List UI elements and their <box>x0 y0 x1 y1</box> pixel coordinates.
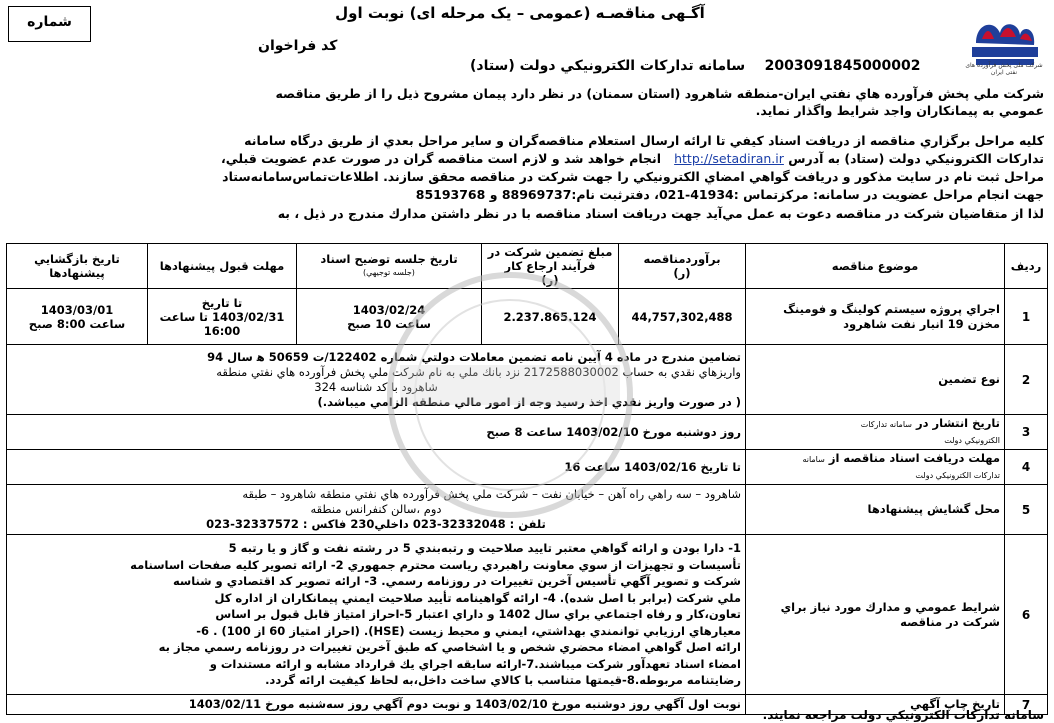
row-1-opening-date: 1403/03/01 <box>40 302 114 317</box>
row-1-meeting <box>297 289 482 345</box>
row-7-num: 7 <box>1005 695 1048 715</box>
setad-label: سامانه تداركات الكترونيكي دولت (ستاد) <box>470 58 746 74</box>
col-meeting <box>297 244 482 289</box>
col-deadline: مهلت قبول پيشنهادها <box>148 244 297 289</box>
setad-link[interactable]: http://setadiran.ir <box>674 151 784 166</box>
procedure-line-1: كليه مراحل برگزاري مناقصه از دريافت اسناد كيفي تا ارائه ارسال استعلام مناقصه‌گران و ساير مراحل بعدي از طريق درگاه سامانه <box>244 133 1044 148</box>
row-1-opening <box>7 289 148 345</box>
row-3-num: 3 <box>1005 415 1048 450</box>
row-5-num: 5 <box>1005 485 1048 535</box>
row-3-value: روز دوشنبه مورخ 1403/02/10 ساعت 8 صبح <box>7 415 746 450</box>
col-subject: موضوع مناقصه <box>746 244 1005 289</box>
row-2-text-4: ( در صورت واريز نقدي اخذ رسيد وجه از امور مالي منطقه الزامي ميباشد.) <box>317 394 741 409</box>
number-box <box>8 6 91 42</box>
row-1-opening-time: ساعت 8:00 صبح <box>28 316 126 331</box>
row-4-num: 4 <box>1005 450 1048 485</box>
table-row <box>7 289 1048 345</box>
row-1-subject: اجراي پروژه سيستم كولينگ و فومينگ مخزن 19 انبار نفت شاهرود <box>746 289 1005 345</box>
table-row <box>7 345 1048 415</box>
row-1-guarantee: 2.237.865.124 <box>482 289 619 345</box>
procedure-line-2 <box>4 151 1044 167</box>
row-5-text-2: دوم ،سالن كنفرانس منطقه <box>310 502 442 516</box>
table-row <box>7 450 1048 485</box>
row-7-value: نوبت اول آگهي روز دوشنبه مورخ 1403/02/10 و نوبت دوم آگهي روز سه‌شنبه مورخ 1403/02/11 <box>7 695 746 715</box>
row-4-label-2: سامانه <box>802 455 825 464</box>
row-2-text-1: تضامين مندرج در ماده 4 آيين نامه تضمين معاملات دولتي شماره 122402/ت 50659 ﻫ سال 94 <box>207 349 741 364</box>
row-1-estimate: 44,757,302,488 <box>619 289 746 345</box>
intro-line-2: عمومي به پيمانكاران واجد شرايط واگذار نمايد. <box>755 103 1044 118</box>
row-6-line: امضاء اسناد تعهدآور شركت ميباشند.7-ارائه سابقه اجراي يك قرارداد مشابه و ارائه مستندات و <box>209 656 741 671</box>
tender-table <box>6 243 1048 715</box>
row-1-meeting-date: 1403/02/24 <box>352 302 426 317</box>
row-3-label-1: تاريخ انتشار در <box>916 416 1000 430</box>
row-6-line: معيارهاي ارزيابي توانمندي بهداشتي، ايمني و محيط زيست (HSE). (احراز امتياز 60 از 100) . 6- <box>196 623 741 638</box>
col-estimate-unit: (ر) <box>673 266 691 280</box>
row-3-label <box>746 415 1005 450</box>
table-header-row <box>7 244 1048 289</box>
row-7-label: تاريخ چاپ آگهي <box>746 695 1005 715</box>
row-1-deadline-1: تا تاريخ <box>201 295 243 310</box>
row-6-detail <box>7 535 746 695</box>
footer-text: سامانه تداركات الكترونيكي دولت مراجعه نمايند. <box>762 708 1044 722</box>
row-2-num: 2 <box>1005 345 1048 415</box>
row-2-text-2: واريزهاي نقدي به حساب 2172588030002 نزد بانك ملي به نام شركت ملي پخش فرآورده هاي نفتي منطقه <box>216 364 741 379</box>
page-title: آگـهی مناقصـه (عمومی – یک مرحله ای) نوبت اول <box>335 4 705 22</box>
row-3-label-2: سامانه تداركات <box>860 420 912 429</box>
call-code-label: کد فراخوان <box>258 38 338 54</box>
col-estimate <box>619 244 746 289</box>
row-2-detail <box>7 345 746 415</box>
row-6-line: تأسيسات و تجهيزات از سوي معاونت راهبردي رياست محترم جمهوري 2- ارائه تصوير كليه صفحات اساسنامه <box>130 557 741 572</box>
row-1-num: 1 <box>1005 289 1048 345</box>
row-5-detail <box>7 485 746 535</box>
col-opening: تاريخ بازگشايي پيشنهادها <box>7 244 148 289</box>
logo-caption: شرکت ملی پخش فرآورده های نفتی ایران <box>965 62 1043 76</box>
row-5-label: محل گشايش پيشنهادها <box>746 485 1005 535</box>
row-4-label <box>746 450 1005 485</box>
row-5-text-1: شاهرود – سه راهي راه آهن – خيابان نفت – شركت ملي پخش فرآورده هاي نفتي منطقه شاهرود – طبقه <box>242 487 741 501</box>
table-row <box>7 415 1048 450</box>
row-1-meeting-time: ساعت 10 صبح <box>347 316 431 331</box>
intro-line-1: شركت ملي پخش فرآورده هاي نفتي ايران-منطقه شاهرود (استان سمنان) در نظر دارد پيمان مشروح ذيل را از طريق مناقصه <box>275 86 1044 101</box>
row-1-deadline-2: 1403/02/31 تا ساعت <box>159 309 285 324</box>
row-6-line: ارائه اصل گواهي امضاء محضري شخص و يا اشخاصي كه طبق آخرين تغييرات در روزنامه رسمي مجاز به <box>158 640 741 655</box>
setad-line <box>470 58 921 74</box>
row-6-label: شرايط عمومي و مدارك مورد نياز براي شركت در مناقصه <box>746 535 1005 695</box>
col-guarantee-label: مبلغ تضمين شركت در فرآيند ارجاع كار <box>487 245 613 273</box>
row-4-label-1: مهلت دريافت اسناد مناقصه از <box>828 451 1000 465</box>
row-6-line: رضايتنامه مربوطه.8-قيمتها متناسب با كالاي ساخت داخل،به لحاظ كيفيت ارائه گردد. <box>265 673 741 688</box>
row-6-line: شركت و تصوير آگهي تأسيس آخرين تغييرات در روزنامه رسمي. 3- ارائه تصوير كد اقتصادي و شناسه <box>172 574 741 589</box>
number-box-label: شماره <box>27 14 72 30</box>
col-guarantee <box>482 244 619 289</box>
row-6-num: 6 <box>1005 535 1048 695</box>
row-5-text-3: تلفن : 32332048-023 داخلي230 فاكس : 32337572-023 <box>206 517 546 531</box>
col-meeting-label: تاريخ جلسه توضيح اسناد <box>320 252 458 266</box>
col-meeting-sub: (جلسه توجيهي) <box>363 268 415 277</box>
row-4-value: تا تاريخ 1403/02/16 ساعت 16 <box>7 450 746 485</box>
procedure-line-2b: انجام خواهد شد و لازم است مناقصه گران در صورت عدم عضويت قبلي، <box>220 151 662 166</box>
col-estimate-label: برآوردمناقصه <box>643 252 721 266</box>
col-guarantee-unit: (ر) <box>541 273 559 287</box>
row-2-text-3: شاهرود با كد شناسه 324 <box>314 379 438 394</box>
procedure-line-2a: تداركات الكترونيكي دولت (ستاد) به آدرس <box>788 151 1044 166</box>
col-row: رديف <box>1005 244 1048 289</box>
table-row <box>7 485 1048 535</box>
procedure-line-3: مراحل ثبت نام در سايت مذكور و دريافت گواهي امضاي الكترونيكي را جهت شركت در مناقصه محقق سازند. اطلاعات‌تماس‌سامانه‌ستاد <box>222 169 1044 184</box>
row-6-line: تعاون،كار و رفاه اجتماعي براي سال 1402 و داراي اعتبار 5-احراز امتياز قابل قبول بر اساس <box>215 607 741 622</box>
row-1-deadline <box>148 289 297 345</box>
table-row <box>7 535 1048 695</box>
row-4-label-3: تداركات الكترونيكي دولت <box>915 471 1000 480</box>
procedure-line-4: جهت انجام مراحل عضويت در سامانه: مركزتماس :41934-021، دفترثبت نام:88969737 و 85193768 <box>415 187 1044 202</box>
procedure-line-5: لذا از متقاضيان شركت در مناقصه دعوت به عمل مي‌آيد جهت دريافت اسناد مناقصه با در نظر داشتن مدارك مندرج در ذيل ، به <box>277 206 1044 221</box>
row-2-label: نوع تضمين <box>746 345 1005 415</box>
row-6-line: ملي شركت (برابر با اصل شده). 4- ارائه گواهينامه تأييد صلاحيت ايمني پيمانكاران از اداره كل <box>214 590 741 605</box>
row-6-line: 1- دارا بودن و ارائه گواهي معتبر تاييد صلاحيت و رتبه‌بندي 5 در رشته نفت و گاز و يا رتبه 5 <box>228 541 741 556</box>
setad-number: 2003091845000002 <box>764 58 921 74</box>
row-1-deadline-3: 16:00 <box>203 323 241 338</box>
row-3-label-3: الكترونيكي دولت <box>944 436 1000 445</box>
